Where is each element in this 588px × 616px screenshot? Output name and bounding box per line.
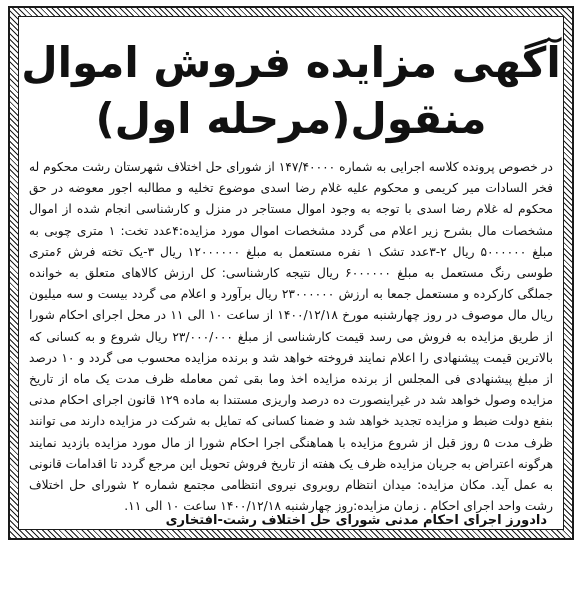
notice-signature: دادورز اجرای احکام مدنی شورای حل اختلاف رشت-افتخاری — [165, 513, 547, 528]
notice-panel — [18, 16, 564, 530]
notice-title-line-2: منقول(مرحله اول) — [95, 94, 487, 143]
notice-frame-border — [8, 6, 574, 540]
notice-title-line-1: آگهی مزایده فروش اموال — [21, 38, 561, 87]
notice-body-text: در خصوص پرونده کلاسه اجرایی به شماره ۱۴۷/۴۰۰۰۰ از شورای حل اختلاف شهرستان رشت محکوم له فخر السادات میر کریمی و محکوم علیه غلام رضا اسدی موضوع تخلیه و مطالبه اجور معوضه در حق محکوم له غلام رضا اسدی با توجه به وجود اموال مستاجر در منزل و کارشناسی انجام شده از اموال مشخصات مال بشرح زیر اعلام می گردد مشخصات اموال مورد مزایده:۴عدد تخت: ۱ متری چوبی به مبلغ ۵۰۰۰۰۰۰ ریال ۲-۳عدد تشک ۱ نفره مستعمل به مبلغ ۱۲۰۰۰۰۰۰ ریال ۳-یک تخته فرش ۶متری طوسی رنگ مستعمل به مبلغ ۶۰۰۰۰۰۰ ریال نتیجه کارشناسی: کل ارزش کالاهای متعلق به خوانده جملگی کارکرده و مستعمل جمعا به ارزش ۲۳۰۰۰۰۰۰ ریال برآورد و اعلام می گردد بیست و سه میلیون ریال مال موصوف در روز چهارشنبه مورخ ۱۴۰۰/۱۲/۱۸ از ساعت ۱۰ الی ۱۱ در محل اجرای احکام شورا از طریق مزایده به فروش می رسد قیمت کارشناسی از مبلغ ۲۳/۰۰۰/۰۰۰ ریال شروع و به کسانی که بالاترین قیمت پیشنهادی را اعلام نمایند فروخته خواهد شد و برنده مزایده محسوب می گردد و ۱۰ درصد از مبلغ پیشنهادی فی المجلس از برنده مزایده اخذ وما بقی ثمن معامله ظرف مدت یک ماه از تاریخ مزایده وصول خواهد شد در غیراینصورت ده درصد واریزی مستندا به ماده ۱۲۹ قانون اجرای احکام مدنی بنفع دولت ضبط و مزایده تجدید خواهد شد و ضمنا کسانی که تمایل به شرکت در مزایده دارند می توانند ظرف مدت ۵ روز قبل از شروع مزایده با هماهنگی اجرا احکام شورا از مال مورد مزایده بازدید نمایند هرگونه اعتراض به جریان مزایده ظرف یک هفته از تاریخ فروش تحویل این مرجع گردد تا اقدامات قانونی به عمل آید. مکان مزایده: میدان انتظام روبروی نیروی انتظامی مجتمع شماره ۲ شورای حل اختلاف رشت واحد اجرای احکام . زمان مزایده:روز چهارشنبه ۱۴۰۰/۱۲/۱۸ ساعت ۱۰ الی ۱۱. — [29, 160, 554, 514]
